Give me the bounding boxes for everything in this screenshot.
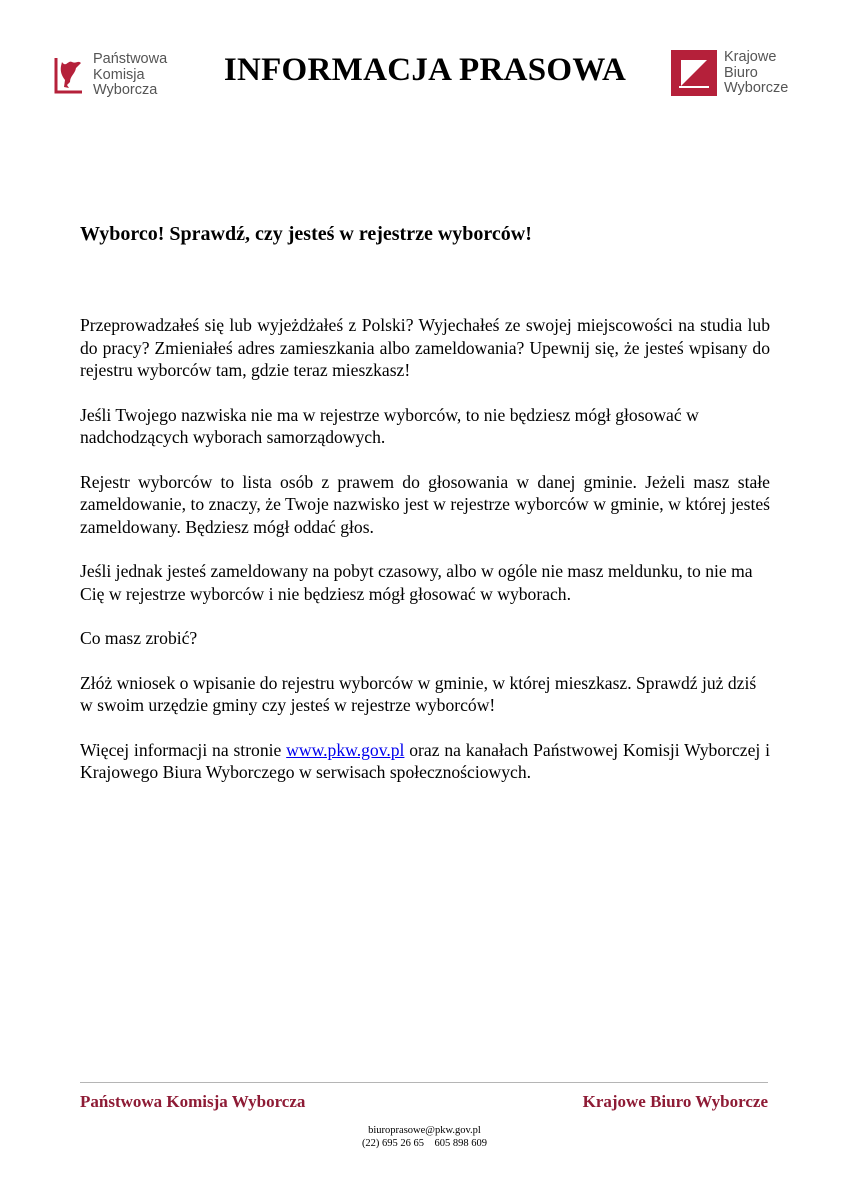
pkw-logo (48, 52, 188, 102)
document-subheading: Wyborco! Sprawdź, czy jesteś w rejestrze wyborców! (80, 223, 532, 245)
paragraph-5: Co masz zrobić? (80, 628, 198, 648)
paragraph-6: Złóż wniosek o wpisanie do rejestru wyborców w gminie, w której mieszkasz. Sprawdź już dziś w swoim urzędzie gminy czy jesteś w rejestrze wyborców! (80, 672, 757, 715)
footer-contact (0, 1124, 849, 1150)
pkw-logo-line-1: Państwowa (93, 51, 168, 67)
pkw-logo-line-3: Wyborcza (93, 82, 158, 98)
paragraph-7-after-link: oraz na kanałach Państwowej Komisji Wyborczej i Krajowego Biura Wyborczego w serwisach społecznościowych. (80, 739, 770, 782)
pkw-logo-line-2: Komisja (93, 66, 145, 83)
kbw-logo-line-2: Biuro (724, 64, 758, 81)
kbw-square-icon (671, 50, 717, 96)
pkw-website-link[interactable]: www.pkw.gov.pl (286, 739, 405, 760)
kbw-logo-line-1: Krajowe (724, 49, 777, 65)
paragraph-7 (80, 739, 770, 784)
paragraph-4: Jeśli jednak jesteś zameldowany na pobyt czasowy, albo w ogóle nie masz meldunku, to nie ma Cię w rejestrze wyborców i nie będziesz mógł głosować w wyborach. (80, 561, 753, 604)
footer-phones: (22) 695 26 65 605 898 609 (361, 1138, 488, 1149)
paragraph-1: Przeprowadzałeś się lub wyjeżdżałeś z Polski? Wyjechałeś ze swojej miejscowości na studia lub do pracy? Zmieniałeś adres zamieszkania albo zameldowania? Upewnij się, że jesteś wpisany do rejestru wyborców tam, gdzie teraz mieszkasz! (80, 315, 770, 380)
paragraph-7-before-link: Więcej informacji na stronie (80, 739, 287, 760)
paragraph-2: Jeśli Twojego nazwiska nie ma w rejestrze wyborców, to nie będziesz mógł głosować w nadchodzących wyborach samorządowych. (80, 404, 699, 447)
paragraph-3: Rejestr wyborców to lista osób z prawem do głosowania w danej gminie. Jeżeli masz stałe zameldowanie, to znaczy, że Twoje nazwisko jest w rejestrze wyborców w gminie, w której jesteś zameldowany. Będziesz mógł oddać głos. (80, 471, 770, 537)
kbw-logo-text (724, 50, 824, 97)
page-title: INFORMACJA PRASOWA (223, 52, 627, 88)
kbw-logo-line-3: Wyborcze (724, 80, 789, 96)
footer-divider (80, 1082, 768, 1083)
footer-pkw-name: Państwowa Komisja Wyborcza (80, 1092, 306, 1111)
pkw-eagle-icon (48, 54, 88, 98)
footer-kbw-name: Krajowe Biuro Wyborcze (582, 1092, 768, 1111)
body-text (80, 314, 770, 806)
footer-email: biuroprasowe@pkw.gov.pl (368, 1125, 481, 1136)
kbw-logo (671, 50, 811, 100)
pkw-logo-text (93, 52, 203, 99)
